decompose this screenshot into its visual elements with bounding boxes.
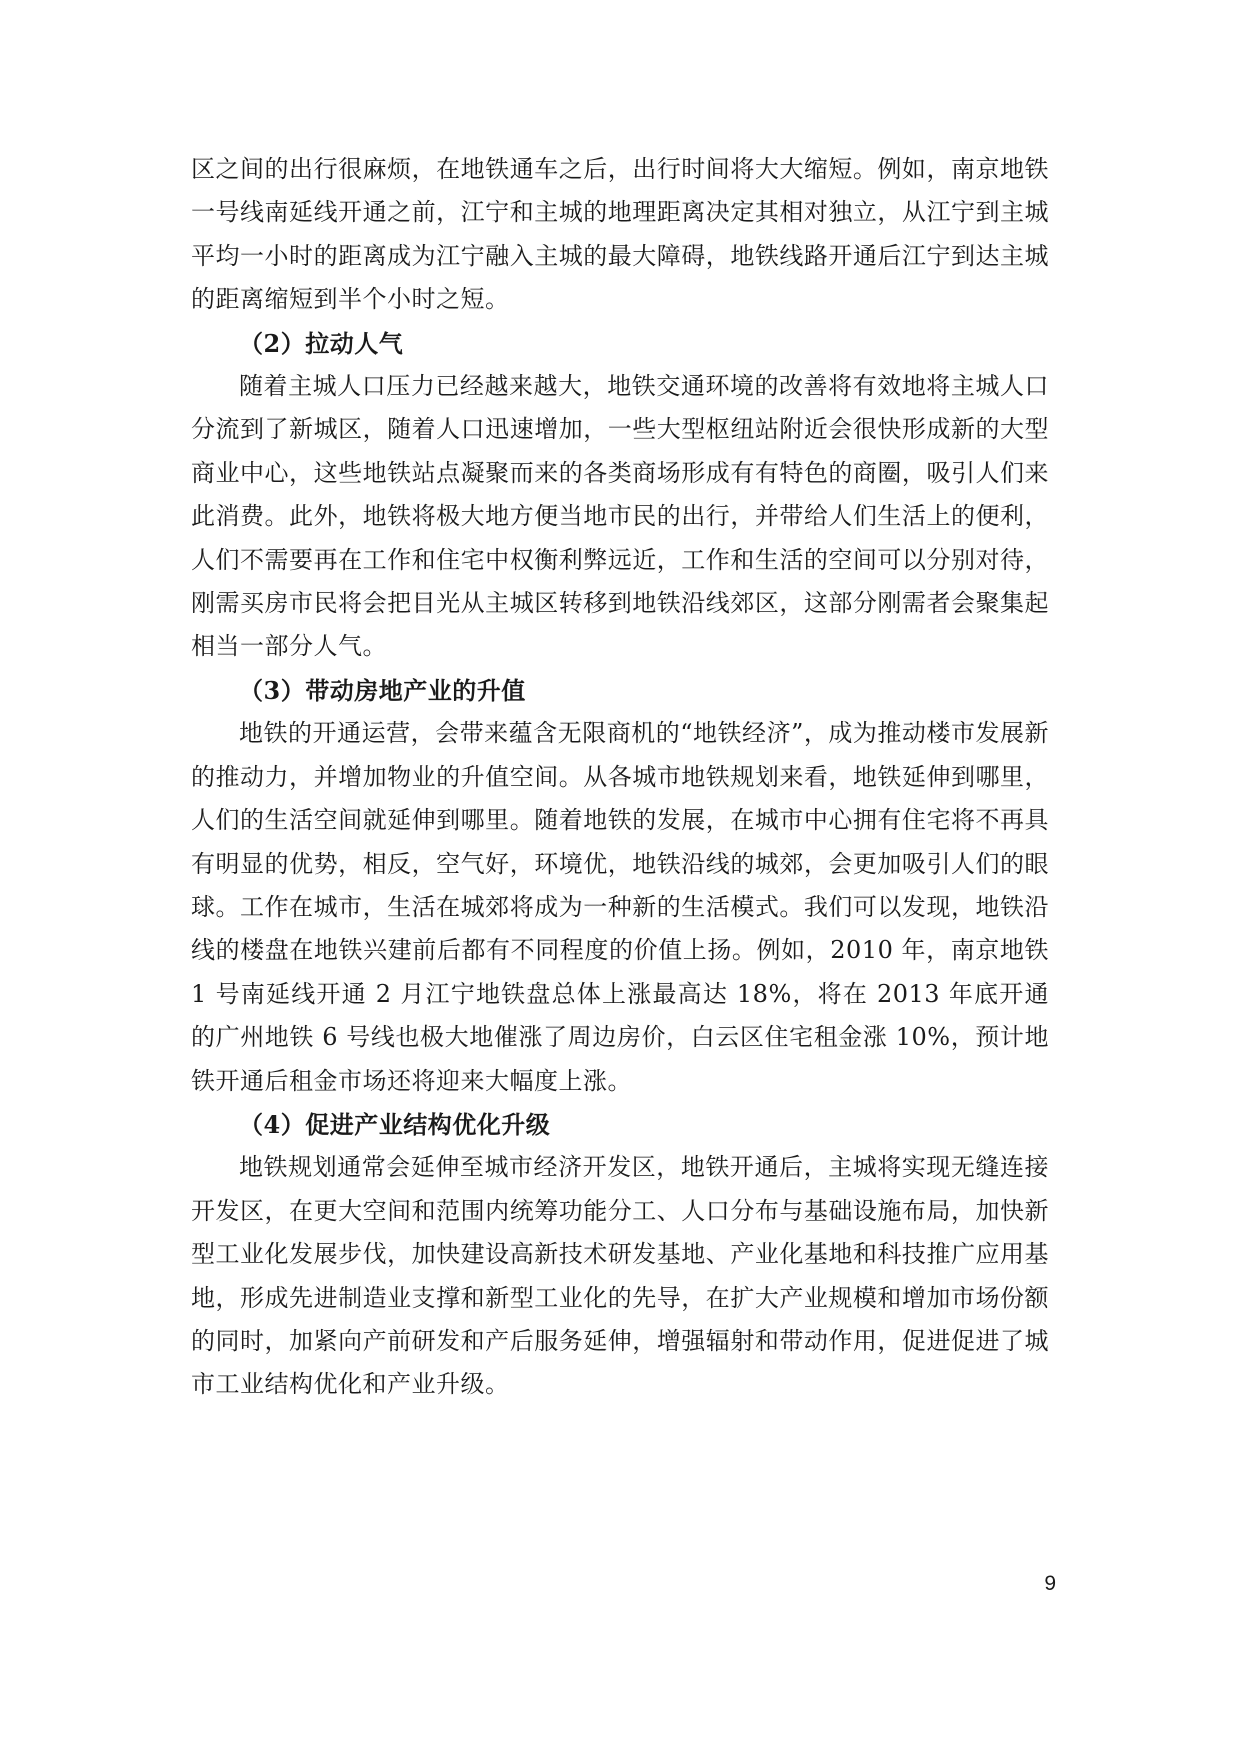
section-heading-industry: （4）促进产业结构优化升级 (239, 1109, 551, 1139)
section-heading-popularity: （2）拉动人气 (239, 328, 404, 358)
page-number: 9 (1044, 1572, 1056, 1595)
paragraph-industry: 地铁规划通常会延伸至城市经济开发区，地铁开通后，主城将实现无缝连接开发区，在更大空间和范围内统筹功能分工、人口分布与基础设施布局，加快新型工业化发展步伐，加快建设高新技术研发基地、产业化基地和科技推广应用基地，形成先进制造业支撑和新型工业化的先导，在扩大产业规模和增加市场份额的同时，加紧向产前研发和产后服务延伸，增强辐射和带动作用，促进促进了城市工业结构优化和产业升级。 (191, 1153, 1049, 1399)
paragraph-real-estate: 地铁的开通运营，会带来蕴含无限商机的“地铁经济”，成为推动楼市发展新的推动力，并增加物业的升值空间。从各城市地铁规划来看，地铁延伸到哪里，人们的生活空间就延伸到哪里。随着地铁的发展，在城市中心拥有住宅将不再具有明显的优势，相反，空气好，环境优，地铁沿线的城郊，会更加吸引人们的眼球。工作在城市，生活在城郊将成为一种新的生活模式。我们可以发现，地铁沿线的楼盘在地铁兴建前后都有不同程度的价值上扬。例如，2010 年，南京地铁 1 号南延线开通 2 月江宁地铁盘总体上涨最高达 18%，将在 2013 年底开通的广州地铁 6 号线也极大地催涨了周边房价，白云区住宅租金涨 10%，预计地铁开通后租金市场还将迎来大幅度上涨。 (191, 719, 1049, 1095)
paragraph-travel-time: 区之间的出行很麻烦，在地铁通车之后，出行时间将大大缩短。例如，南京地铁一号线南延线开通之前，江宁和主城的地理距离决定其相对独立，从江宁到主城平均一小时的距离成为江宁融入主城的最大障碍，地铁线路开通后江宁到达主城的距离缩短到半个小时之短。 (191, 155, 1049, 314)
paragraph-popularity: 随着主城人口压力已经越来越大，地铁交通环境的改善将有效地将主城人口分流到了新城区，随着人口迅速增加，一些大型枢纽站附近会很快形成新的大型商业中心，这些地铁站点凝聚而来的各类商场形成有有特色的商圈，吸引人们来此消费。此外，地铁将极大地方便当地市民的出行，并带给人们生活上的便利，人们不需要再在工作和住宅中权衡利弊远近，工作和生活的空间可以分别对待，刚需买房市民将会把目光从主城区转移到地铁沿线郊区，这部分刚需者会聚集起相当一部分人气。 (191, 372, 1049, 661)
page-body (191, 148, 1049, 1407)
section-heading-real-estate: （3）带动房地产业的升值 (239, 675, 526, 705)
